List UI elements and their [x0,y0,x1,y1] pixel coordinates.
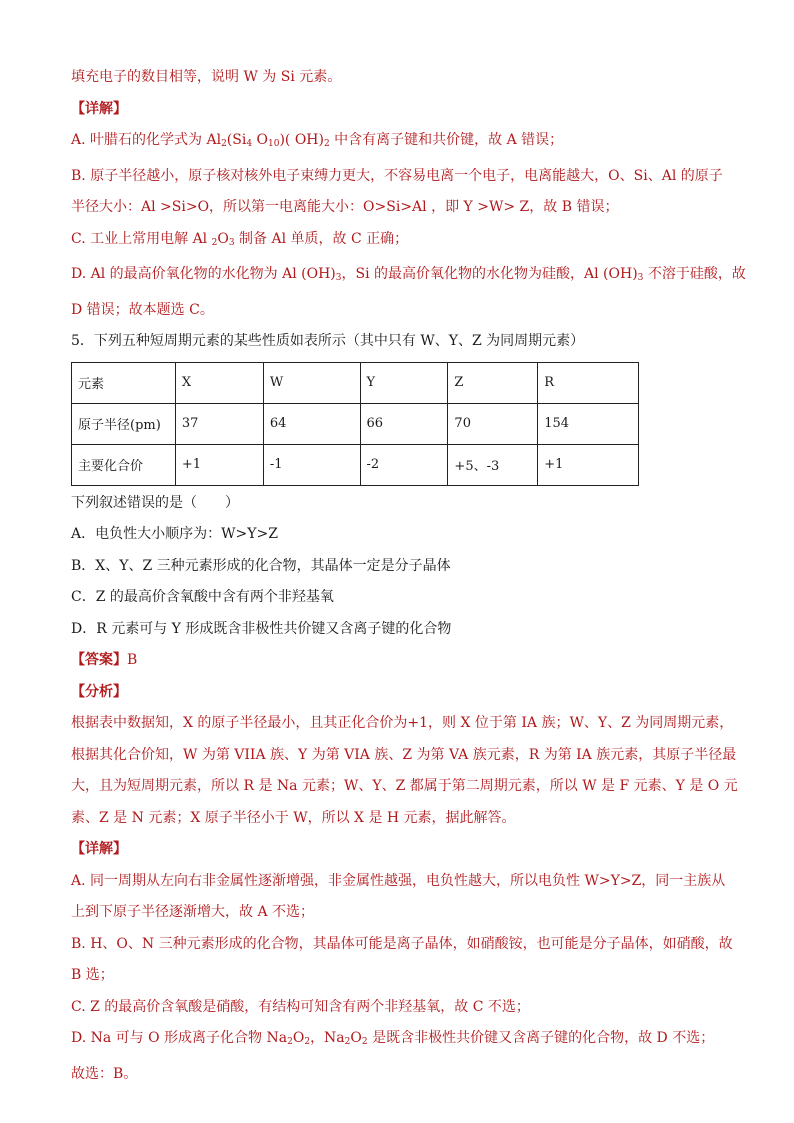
option-c: C．Z 的最高价含氧酸中含有两个非羟基氧 [71,589,334,605]
table-cell: 64 [263,403,360,444]
table-cell: +1 [538,444,639,485]
detail-2-option-a-line-2: 上到下原子半径逐渐增大，故 A 不选； [71,904,315,920]
table-cell: +1 [175,444,263,485]
table-cell: X [175,362,263,403]
detail-2-option-d: D. Na 可与 O 形成离子化合物 $Na_2O_2$，$Na_2O_2$ 是既含非极性共价键又含离子键的化合物，故 D 不选； [71,1030,715,1047]
question-stem: 下列叙述错误的是（ ） [71,494,239,511]
table-row [72,362,639,403]
table-cell: Y [360,362,448,403]
answer-label: 【答案】 [71,652,127,668]
detail-1-option-b-line-2: 半径大小：Al >Si>O，所以第一电离能大小：O>Si>Al ，即 Y >W> Z，故 B 错误； [71,199,619,215]
detail-1-option-d-line-2: D 错误；故本题选 C。 [71,301,214,318]
table-cell: 66 [360,403,448,444]
table-cell: 70 [448,403,538,444]
detail-2-option-b-line-2: B 选； [71,967,114,983]
table-row [72,403,639,444]
detail-1-option-c: C. 工业上常用电解 Al $_2O_3$ 制备 Al 单质，故 C 正确； [71,230,409,248]
question-title: 5．下列五种短周期元素的某些性质如表所示（其中只有 W、Y、Z 为同周期元素） [71,333,585,349]
detail-2-option-a-line-1: A. 同一周期从左向右非金属性逐渐增强，非金属性越强，电负性越大，所以电负性 W>Y>Z，同一主族从 [71,872,726,889]
document-page [71,62,746,1090]
table-cell: +5、-3 [448,444,538,485]
option-a: A．电负性大小顺序为：W>Y>Z [71,526,278,542]
detail-1-option-b-line-1: B. 原子半径越小，原子核对核外电子束缚力更大，不容易电离一个电子，电离能越大，O、Si、Al 的原子 [71,167,723,184]
analysis-line-1: 根据表中数据知，X 的原子半径最小，且其正化合价为+1，则 X 位于第 IA 族；W、Y、Z 为同周期元素， [71,715,734,731]
option-d: D．R 元素可与 Y 形成既含非极性共价键又含离子键的化合物 [71,620,452,637]
table-cell: 主要化合价 [72,444,176,485]
detail-1-option-d-line-1: D. Al 的最高价氧化物的水化物为 Al $(OH)_3$，Si 的最高价氧化物的水化物为硅酸，Al $(OH)_3$ 不溶于硅酸，故 [71,266,746,283]
table-cell: W [263,362,360,403]
detail-1-option-a: A. 叶腊石的化学式为 $Al_2(Si_4$ $O_{10}$)( $OH)_2$ 中含有离子键和共价键，故 A 错误； [71,132,564,149]
table-cell: 原子半径(pm) [72,403,176,444]
table-cell: 元素 [72,362,176,403]
table-cell: 154 [538,403,639,444]
analysis-line-3: 大，且为短周期元素，所以 R 是 Na 元素；W、Y、Z 都属于第二周期元素，所以 W 是 F 元素、Y 是 O 元 [71,778,738,794]
table-cell: Z [448,362,538,403]
detail-heading-1: 【详解】 [71,100,127,117]
table-cell: R [538,362,639,403]
answer-value: B [127,652,138,668]
element-properties-table [71,362,639,486]
conclusion: 故选：B。 [71,1065,138,1082]
table-cell: 37 [175,403,263,444]
detail-2-option-b-line-1: B. H、O、N 三种元素形成的化合物，其晶体可能是离子晶体，如硝酸铵，也可能是分子晶体，如硝酸，故 [71,935,733,952]
table-cell: -1 [263,444,360,485]
analysis-line-2: 根据其化合价知，W 为第 VIIA 族、Y 为第 VIA 族、Z 为第 VA 族元素，R 为第 IA 族元素，其原子半径最 [71,746,737,763]
option-b: B．X、Y、Z 三种元素形成的化合物，其晶体一定是分子晶体 [71,557,451,574]
detail-2-option-c: C. Z 的最高价含氧酸是硝酸，有结构可知含有两个非羟基氧，故 C 不选； [71,998,530,1015]
answer-line [71,645,723,677]
previous-explanation-tail: 填充电子的数目相等，说明 W 为 Si 元素。 [71,69,342,85]
analysis-heading: 【分析】 [71,683,127,700]
table-cell: -2 [360,444,448,485]
analysis-line-4: 素、Z 是 N 元素；X 原子半径小于 W，所以 X 是 H 元素，据此解答。 [71,809,516,826]
table-row [72,444,639,485]
detail-heading-2: 【详解】 [71,841,127,857]
